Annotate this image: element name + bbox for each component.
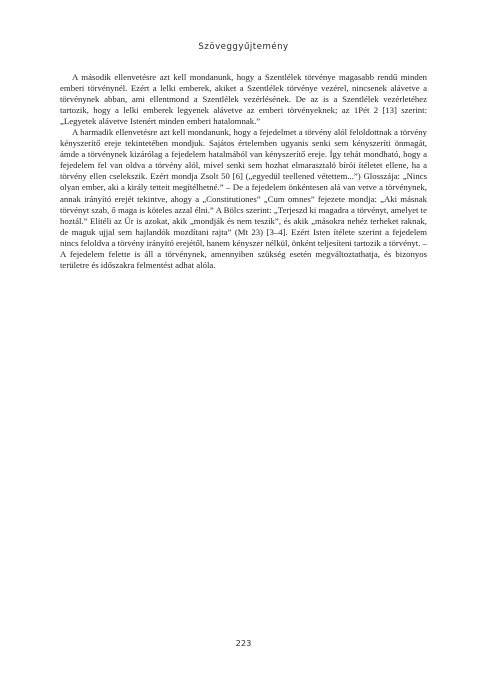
paragraph: A harmadik ellenvetésre azt kell mondanunk, hogy a fejedelmet a törvény alól feloldottnak a törvény kényszerítő ereje tekintetében mondjuk. Sajátos értelemben ugyanis senki sem kényszeríti önmagát, ámde a törvénynek kizárólag a fejedelem hatalmából van kényszerítő ereje. Így tehát mondható, hogy a fejedelem fel van oldva a törvény alól, mivel senki sem hozhat elmarasztaló bírói ítéletet ellene, ha a törvény ellen cselekszik. Ezért mondja Zsolt 50 [6] („egyedül teellened vétettem...”) Glosszája: „Nincs olyan ember, aki a király tetteit megítélhetné.” – De a fejedelem önkéntesen alá van vetve a törvénynek, annak irányító erejét tekintve, ahogy a „Constitutiones” „Cum omnes” fejezete mondja: „Aki másnak törvényt szab, ő maga is köteles azzal élni.” A Bölcs szerint: „Terjeszd ki magadra a törvényt, amelyet te hoztál.” Elítéli az Úr is azokat, akik „mondják és nem teszik”, és akik „másokra nehéz terheket raknak, de maguk ujjal sem hajlandók mozdítani rajta” (Mt 23) [3–4]. Ezért Isten ítélete szerint a fejedelem nincs feloldva a törvény irányító erejétől, hanem kényszer nélkül, önként teljesíteni tartozik a törvényt. – A fejedelem felette is áll a törvénynek, amennyiben szükség esetén megváltoztathatja, és bizonyos területre és időszakra felmentést adhat alóla. [60,127,427,270]
page-number: 223 [235,638,252,648]
running-head: Szöveggyűjtemény [198,42,289,52]
paragraph: A második ellenvetésre azt kell mondanunk, hogy a Szentlélek törvénye magasabb rendű minden emberi törvénynél. Ezért a lelki emberek, akiket a Szentlélek törvénye vezérel, nincsenek alávetve a törvénynek abban, ami ellentmond a Szentlélek vezérlésének. De az is a Szentlélek vezérletéhez tartozik, hogy a lelki emberek legyenek alávetve az emberi törvényeknek; az 1Pét 2 [13] szerint: „Legyetek alávetve Istenért minden emberi hatalomnak.” [60,72,427,127]
body-text [60,72,427,271]
